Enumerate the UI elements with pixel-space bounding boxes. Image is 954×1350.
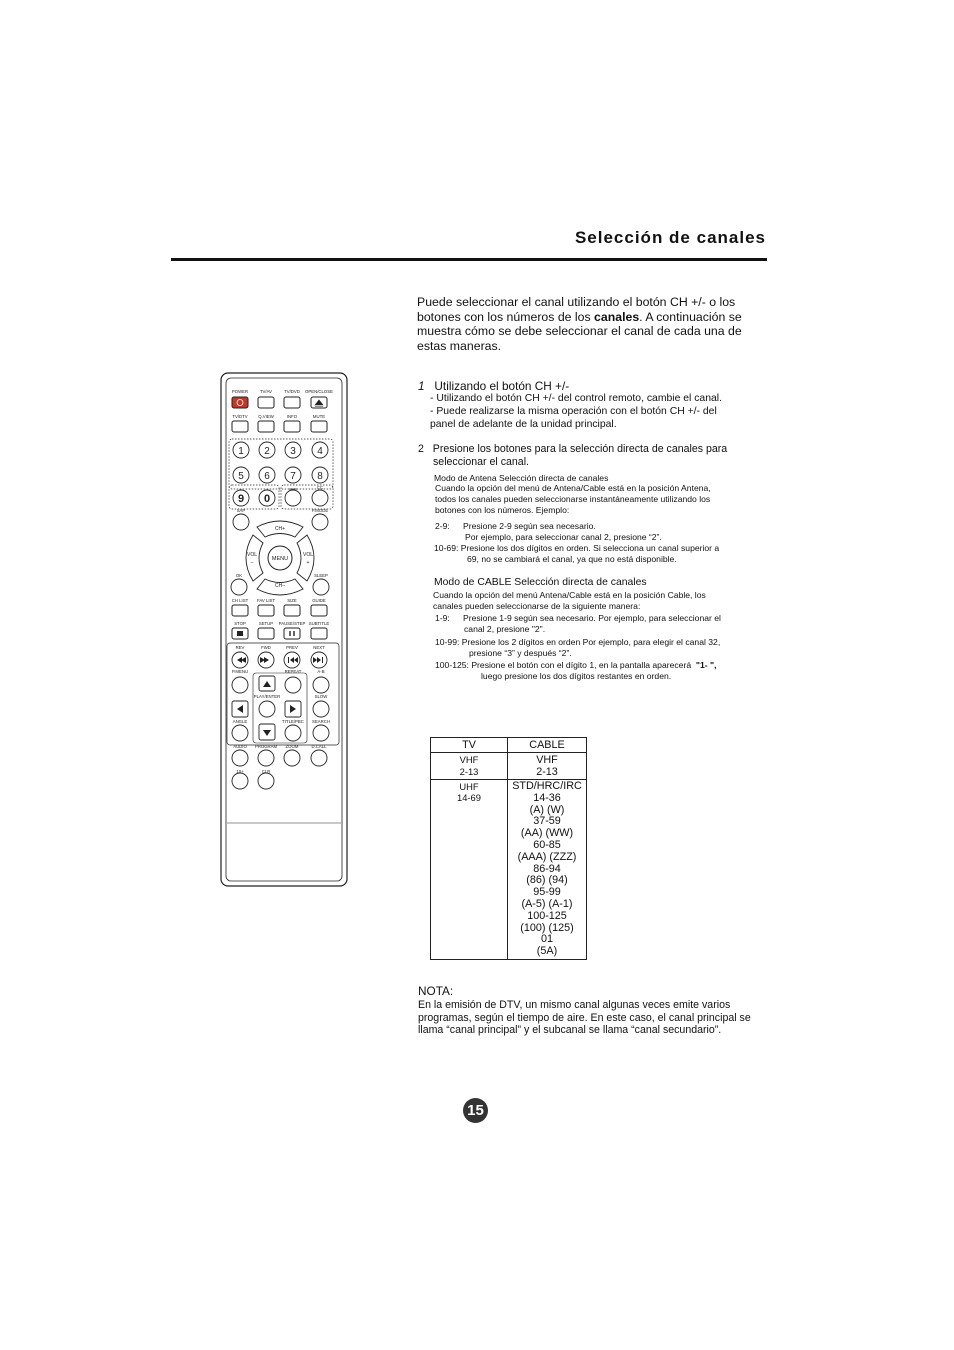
title-pbc-button[interactable] bbox=[285, 725, 301, 741]
label-clr: CLR bbox=[261, 769, 271, 774]
digit-4-label: 4 bbox=[317, 446, 323, 457]
clr-button[interactable] bbox=[258, 773, 274, 789]
header-cable: CABLE bbox=[508, 738, 587, 753]
down-arrow-icon bbox=[263, 730, 271, 736]
digit-8-label: 8 bbox=[317, 471, 323, 482]
label-qview: Q.VIEW bbox=[258, 414, 274, 419]
cc-button[interactable] bbox=[312, 490, 328, 506]
play-enter-button[interactable] bbox=[259, 701, 275, 717]
digit-7-label: 7 bbox=[290, 471, 296, 482]
label-cc: CC bbox=[316, 485, 324, 490]
fast-forward-icon bbox=[260, 657, 269, 663]
left-arrow-icon bbox=[237, 705, 243, 713]
label-power: POWER bbox=[231, 389, 249, 394]
label-open-close: OPEN/CLOSE bbox=[305, 389, 333, 394]
section-1-body: - Utilizando el botón CH +/- del control remoto, cambie el canal. - Puede realizarse la misma operación con el botón CH +/- del panel de adelante de la unidad principal. bbox=[430, 393, 722, 430]
slow-button[interactable] bbox=[313, 701, 329, 717]
label-vol-plus: + bbox=[306, 560, 310, 566]
label-ab: A-B bbox=[317, 669, 325, 674]
label-pmenu: P.MENU bbox=[231, 669, 249, 674]
zoom-button[interactable] bbox=[284, 750, 300, 766]
right-arrow-icon bbox=[290, 705, 296, 713]
label-pmode: P.MODE bbox=[311, 508, 329, 513]
row2-tv: UHF 14-69 bbox=[431, 780, 508, 960]
subtitle-button[interactable] bbox=[311, 628, 327, 639]
label-ok: OK bbox=[235, 573, 243, 578]
label-vol-left: VOL bbox=[246, 552, 258, 558]
repeat-button[interactable] bbox=[285, 677, 301, 693]
qview-button[interactable] bbox=[258, 421, 274, 432]
stop-icon bbox=[237, 631, 243, 636]
dash-button[interactable] bbox=[285, 490, 301, 506]
cc-group bbox=[281, 485, 333, 509]
digit-3-label: 3 bbox=[290, 446, 296, 457]
digit-1-label: 1 bbox=[238, 446, 244, 457]
antenna-body: Cuando la opción del menú de Antena/Cable está en la posición Antena, todos los canales pueden seleccionarse instantáneamente utilizando los botones con los números. Ejemplo: bbox=[435, 483, 711, 515]
digit-0-label: 0 bbox=[263, 493, 271, 505]
label-fwd: FWD bbox=[261, 645, 271, 650]
program-button[interactable] bbox=[258, 750, 274, 766]
header-tv: TV bbox=[431, 738, 508, 753]
label-tvdtv: TV/DTV bbox=[232, 414, 248, 419]
row1-cable: VHF 2-13 bbox=[508, 753, 587, 780]
digit-group-lower bbox=[229, 485, 279, 509]
digit-5-label: 5 bbox=[238, 471, 244, 482]
label-ch-list: CH LIST bbox=[231, 598, 249, 603]
intro-paragraph: Puede seleccionar el canal utilizando el botón CH +/- o los botones con los números de los canales. A continuación se muestra cómo se debe seleccionar el canal de cada una de estas maneras. bbox=[417, 295, 742, 353]
size-button[interactable] bbox=[284, 605, 300, 616]
previous-icon bbox=[288, 657, 298, 663]
vol-plus-button[interactable] bbox=[297, 535, 314, 581]
fav-list-button[interactable] bbox=[258, 605, 274, 616]
ok-button[interactable] bbox=[231, 579, 247, 595]
pause-icon bbox=[290, 631, 294, 636]
antenna-example-1: 2-9: Presione 2-9 según sea necesario. Por ejemplo, para seleccionar canal 2, presione “2”. bbox=[435, 521, 662, 542]
row2-cable: STD/HRC/IRC 14-36 (A) (W) 37-59 (AA) (WW) 60-85 (AAA) (ZZZ) 86-94 (86) (94) 95-99 (A-5) (A-1) 100-125 (100) (125) 01 (5A) bbox=[508, 780, 587, 960]
pmenu-button[interactable] bbox=[232, 677, 248, 693]
label-stop: STOP bbox=[234, 621, 246, 626]
sap-button[interactable] bbox=[233, 514, 249, 530]
tvdvd-button[interactable] bbox=[284, 397, 300, 408]
label-zoom: ZOOM bbox=[285, 744, 299, 749]
cable-body: Cuando la opción del menú Antena/Cable está en la posición Cable, los canales pueden seleccionarse de la siguiente manera: bbox=[433, 590, 706, 611]
row1-tv: VHF 2-13 bbox=[431, 753, 508, 780]
cable-heading: Modo de CABLE Selección directa de canales bbox=[434, 577, 647, 588]
label-tvdvd: TV/DVD bbox=[284, 389, 300, 394]
label-program: PROGRAM bbox=[254, 744, 278, 749]
label-ch-minus: CH– bbox=[274, 583, 286, 589]
digit-9-label: 9 bbox=[237, 493, 245, 505]
title-rule bbox=[171, 258, 767, 261]
up-arrow-icon bbox=[263, 681, 271, 687]
ch-list-button[interactable] bbox=[232, 605, 248, 616]
vol-minus-button[interactable] bbox=[246, 535, 263, 581]
label-info: INFO bbox=[286, 414, 298, 419]
10plus-button[interactable] bbox=[232, 773, 248, 789]
angle-button[interactable] bbox=[232, 725, 248, 741]
note-heading: NOTA: bbox=[418, 984, 454, 998]
eject-icon bbox=[315, 400, 323, 407]
dvd-nav-group bbox=[253, 673, 307, 743]
power-button[interactable] bbox=[232, 397, 248, 408]
label-next: NEXT bbox=[313, 645, 325, 650]
sleep-button[interactable] bbox=[313, 579, 329, 595]
channel-table bbox=[430, 737, 587, 960]
ab-button[interactable] bbox=[313, 677, 329, 693]
dcall-button[interactable] bbox=[311, 750, 327, 766]
label-ch-plus: CH+ bbox=[274, 526, 286, 532]
digit-2-label: 2 bbox=[264, 446, 270, 457]
label-rev: REV bbox=[235, 645, 245, 650]
label-size: SIZE bbox=[287, 598, 297, 603]
label-10plus: 10+ bbox=[236, 769, 244, 774]
label-guide: GUIDE bbox=[312, 598, 326, 603]
label-vol-right: VOL bbox=[302, 552, 314, 558]
cable-example-3: 100-125: Presione el botón con el dígito 1, en la pantalla aparecerá "1- ", luego presione los dos dígitos restantes en orden. bbox=[435, 660, 717, 681]
mute-button[interactable] bbox=[311, 421, 327, 432]
note-body: En la emisión de DTV, un mismo canal algunas veces emite varios programas, según el tiempo de aire. En este caso, el canal principal se llama “canal principal” y el subcanal se llama “canal secundario”. bbox=[418, 999, 751, 1037]
label-dcall: D.CALL bbox=[311, 744, 327, 749]
label-vol-minus: – bbox=[250, 560, 254, 566]
label-search: SEARCH bbox=[312, 719, 330, 724]
remote-control-illustration bbox=[215, 365, 355, 895]
antenna-heading: Modo de Antena Selección directa de canales bbox=[434, 473, 609, 483]
page-title: Selección de canales bbox=[574, 228, 766, 247]
label-pause-step: PAUSE/STEP bbox=[278, 621, 306, 626]
search-button[interactable] bbox=[313, 725, 329, 741]
label-fav-list: FAV LIST bbox=[256, 598, 276, 603]
tvdtv-button[interactable] bbox=[232, 421, 248, 432]
label-slow: SLOW bbox=[314, 694, 328, 699]
digit-6-label: 6 bbox=[264, 471, 270, 482]
label-menu: MENU bbox=[271, 556, 289, 562]
label-tvav: TV/AV bbox=[259, 389, 273, 394]
setup-button[interactable] bbox=[258, 628, 274, 639]
rewind-icon bbox=[237, 657, 246, 663]
table-header-row bbox=[431, 738, 587, 753]
pause-step-button[interactable] bbox=[284, 628, 300, 639]
info-button[interactable] bbox=[284, 421, 300, 432]
label-sleep: SLEEP bbox=[314, 573, 328, 578]
table-row bbox=[431, 753, 587, 780]
label-sap: SAP bbox=[236, 508, 246, 513]
label-setup: SETUP bbox=[258, 621, 274, 626]
label-angle: ANGLE bbox=[232, 719, 248, 724]
cable-example-1: 1-9: Presione 1-9 según sea necesario. Por ejemplo, para seleccionar el canal 2, presione "2". bbox=[435, 613, 721, 634]
table-row bbox=[431, 780, 587, 960]
tvav-button[interactable] bbox=[258, 397, 274, 408]
antenna-example-2: 10-69: Presione los dos dígitos en orden. Si selecciona un canal superior a 69, no se cambiará el canal, ya que no está disponible. bbox=[434, 543, 720, 564]
label-mute: MUTE bbox=[312, 414, 326, 419]
next-icon bbox=[313, 657, 323, 663]
pmode-button[interactable] bbox=[312, 514, 328, 530]
page-number: 15 bbox=[463, 1098, 488, 1123]
label-title-pbc: TITLE/PBC bbox=[282, 719, 304, 724]
guide-button[interactable] bbox=[311, 605, 327, 616]
audio-button[interactable] bbox=[232, 750, 248, 766]
section-2-title: 2 Presione los botones para la selección directa de canales para seleccionar el canal. bbox=[418, 443, 728, 468]
label-audio: AUDIO bbox=[233, 744, 247, 749]
label-subtitle: SUBTITLE bbox=[308, 621, 330, 626]
label-prev: PREV bbox=[286, 645, 298, 650]
label-repeat: REPEAT bbox=[284, 669, 302, 674]
label-play-enter: PLAY/ENTER bbox=[253, 694, 281, 699]
section-1-title: 1 Utilizando el botón CH +/- bbox=[418, 379, 570, 393]
cable-example-2: 10-99: Presione los 2 dígitos en orden Por ejemplo, para elegir el canal 32, presione “3” y después “2”. bbox=[435, 637, 721, 658]
